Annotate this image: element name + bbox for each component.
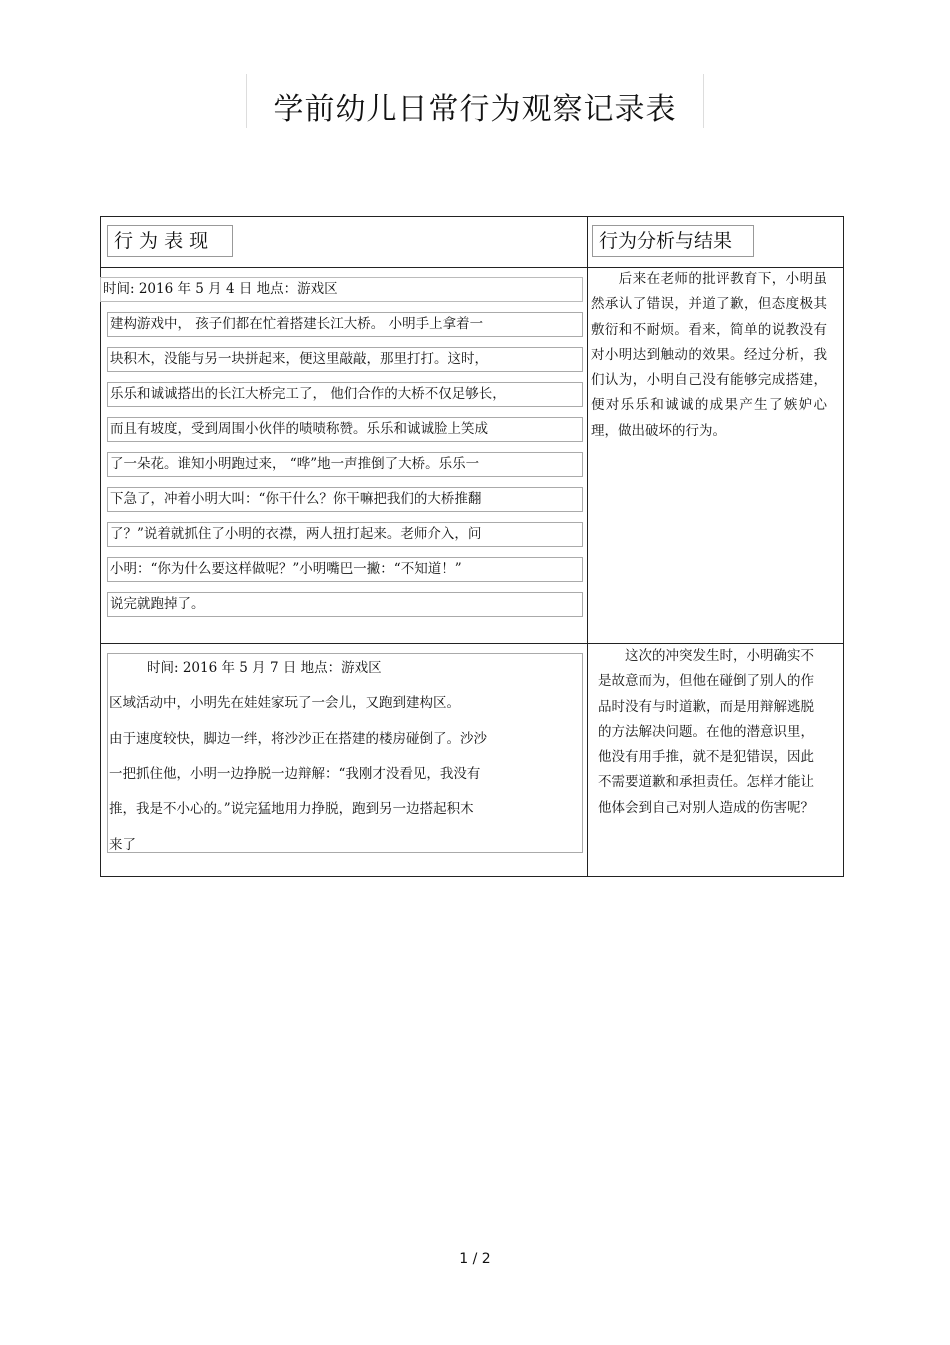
record-1-line: 乐乐和诚诚搭出的长江大桥完工了， 他们合作的大桥不仅足够长， — [107, 382, 583, 407]
column-divider — [587, 217, 588, 876]
record-2-line: 区域活动中，小明先在娃娃家玩了一会儿，又跑到建构区。 — [109, 695, 460, 711]
record-1-analysis: 后来在老师的批评教育下，小明虽然承认了错误，并道了歉，但态度极其敷衍和不耐烦。看来，简单的说教没有对小明达到触动的效果。经过分析，我们认为，小明自己没有能够完成搭建，便对乐乐和诚诚的成果产生了嫉妒心理，做出破坏的行为。 — [591, 271, 827, 439]
record-2-analysis: 这次的冲突发生时，小明确实不是故意而为，但他在碰倒了别人的作品时没有与时道歉，而是用辩解逃脱的方法解决问题。在他的潜意识里，他没有用手推，就不是犯错误，因此不需要道歉和承担责任。怎样才能让他体会到自己对别人造成的伤害呢？ — [598, 648, 814, 816]
record-1-line: 而且有坡度，受到周围小伙伴的啧啧称赞。乐乐和诚诚脸上笑成 — [107, 417, 583, 442]
record-2-frame — [107, 653, 583, 853]
record-1-time: 时间: 2016 年 5 月 4 日 地点：游戏区 — [100, 277, 583, 302]
page-title: 学前幼儿日常行为观察记录表 — [273, 92, 677, 127]
record-1-line: 了一朵花。谁知小明跑过来， “哗”地一声推倒了大桥。乐乐一 — [107, 452, 583, 477]
page-number: 1 / 2 — [459, 1251, 491, 1267]
record-2-line: 推，我是不小心的。”说完猛地用力挣脱，跑到另一边搭起积木 — [109, 801, 474, 817]
record-2-line: 由于速度较快，脚边一绊，将沙沙正在搭建的楼房碰倒了。沙沙 — [109, 731, 487, 747]
record-1-line: 说完就跑掉了。 — [107, 592, 583, 617]
record-1-line: 建构游戏中， 孩子们都在忙着搭建长江大桥。 小明手上拿着一 — [107, 312, 583, 337]
record-1-line: 下急了，冲着小明大叫：“你干什么？你干嘛把我们的大桥推翻 — [107, 487, 583, 512]
record-2-time: 时间: 2016 年 5 月 7 日 地点：游戏区 — [147, 660, 382, 676]
record-2-line: 来了 — [109, 837, 136, 853]
record-2-line: 一把抓住他，小明一边挣脱一边辩解：“我刚才没看见，我没有 — [109, 766, 481, 782]
record-1-line: 了？”说着就抓住了小明的衣襟，两人扭打起来。老师介入，问 — [107, 522, 583, 547]
record-1-line: 小明：“你为什么要这样做呢？”小明嘴巴一撇：“不知道！” — [107, 557, 583, 582]
header-behavior: 行 为 表 现 — [107, 225, 233, 257]
observation-table — [100, 216, 844, 877]
title-frame — [246, 74, 704, 128]
record-1-line: 块积木，没能与另一块拼起来，便这里敲敲，那里打打。这时， — [107, 347, 583, 372]
header-analysis: 行为分析与结果 — [592, 225, 754, 257]
